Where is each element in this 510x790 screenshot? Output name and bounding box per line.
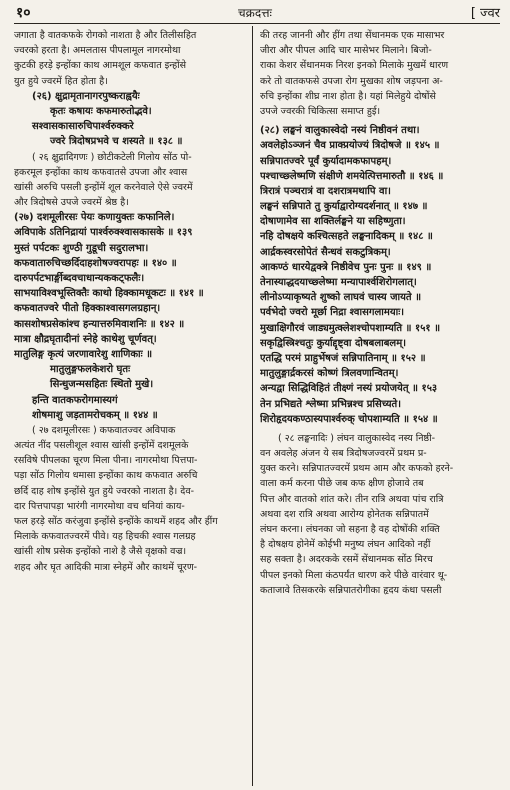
left-verse-line: कफवातारुचिच्छर्दिदाहशोषज्वरापहः ॥ १४० ॥ — [14, 257, 177, 269]
left-verse-line: मातुलिङ्ग कृत्यं जरणावारेशु शाणिकाः ॥ — [14, 348, 153, 360]
right-text-line: पित्त और वातको शांत करे। तीन रात्रि अथवा पांच रात्रि — [260, 493, 444, 505]
left-verse-line: मातुलुङ्गफलकेशरो घृतः — [50, 364, 131, 376]
right-text-line: की तरह जाननी और हींग तथा सेंधानमक एक मासाभर — [260, 30, 445, 41]
right-verse-line: त्रिरात्रं पञ्चरात्रं वा दशरात्रमथापि वा। — [260, 185, 391, 197]
right-verse-line: आकण्ठं धारयेद्वक्त्रे निष्ठीवेच पुनः पुनः ॥ १४९ ॥ — [260, 261, 432, 273]
right-text-line: उपजे ज्वरकी चिकित्सा समाप्त हुई। — [260, 105, 381, 117]
left-text-line: हकरमूल इन्होंका काथ कफवातसे उपजा और श्वास — [14, 166, 188, 178]
right-text-line: वन अवलेह अंजन ये सब त्रिदोषजज्वरमें प्रथम प्र- — [260, 448, 427, 460]
left-text-line: कुटकी हरड़े इन्होंका काथ आमशूल कफवात इन्होंसे — [14, 60, 187, 72]
right-text-line: कताजावे तिसकरके सन्निपातरोगीका हृदय कंधा पसली — [260, 584, 442, 596]
right-text-line: राका केशर सेंधानमक निरश इनको मिलाके मुखमें धारण — [260, 60, 449, 72]
left-verse-line: सिन्धुजन्मसहितः स्थितो मुखे। — [50, 379, 154, 391]
right-text-line: रुचि इन्होंका शीघ्र नाश होता है। यहां मिलेहुये दोषोंसे — [260, 90, 436, 102]
right-verse-line: तेनास्याद्धदयाच्छ्लेष्मा मन्यापार्श्वशिरोगलात्। — [260, 277, 417, 288]
left-text-line: अत्यंत नींद पसलीशूल श्वास खांसी इन्होंमें दशमूलके — [14, 440, 189, 452]
right-text-line: जीरा और पीपल आदि चार मासेभर मिलाने। बिजो- — [260, 45, 432, 57]
left-verse-line: कासशोषप्रसेकांश्च हन्यात्तरुमिवाशनिः ॥ १४२ ॥ — [14, 318, 185, 330]
left-text-line: रसविषे पीपलका चूरण मिला पीना। नागरमोथा पित्तपा- — [14, 455, 198, 467]
right-verse-line: अन्यद्वा सिद्धिविहितं तीक्ष्णं नस्यं प्रयोजयेत् ॥ १५३ — [260, 383, 438, 395]
right-verse-line: दोषाणामेव सा शक्तिर्लङ्घने या सहिष्णुता। — [260, 216, 406, 228]
left-text-line: शहद और घृत आदिकी मात्रा स्नेहमें और काथमें चूरण- — [14, 561, 198, 573]
section-label: [ ज्वर — [470, 6, 500, 21]
right-text-line: ( २८ लङ्घनादिः ) लंघन वालुकास्वेद नस्य निष्ठी- — [278, 432, 436, 444]
left-column — [14, 28, 246, 575]
left-text-line: ( २६ क्षुद्रादिगणः ) छोटीकटेली गिलोय सोंठ पो- — [32, 151, 192, 163]
left-verse-line: शोषमाशु जड़तामरोचकम् ॥ १४४ ॥ — [32, 409, 158, 421]
right-verse-line: सन्निपातज्वरे पूर्वं कुर्यादामकफापहम्। — [260, 155, 392, 167]
left-text-line: ज्वरको हरता है। अमलतास पीपलामूल नागरमोथा — [14, 45, 181, 57]
header-rule — [14, 23, 500, 24]
page-title: चक्रदत्तः — [238, 6, 272, 20]
right-verse-line: मातुलुङ्गार्द्रकरसं कोष्णं त्रिलवणान्वितम्। — [260, 368, 399, 380]
right-verse-line: शिरोहृदयकण्ठास्यपार्श्वरुक् चोपशाम्यति ॥ १५४ ॥ — [260, 413, 438, 425]
left-verse-line: साभयाविश्वभूस्तिक्तैः काथो हिक्कामधूकटः ॥ १४१ ॥ — [14, 288, 204, 300]
left-text-line: ( २७ दशमूलीरसः ) कफवातज्वर अविपाक — [32, 424, 176, 436]
page-header — [0, 0, 510, 24]
left-verse-line: हन्ति वातकफरोगमास्यगं — [32, 394, 118, 406]
left-text-line: और त्रिदोषसे उपजे ज्वरमें श्रेष्ठ है। — [14, 197, 129, 209]
right-text-line: युक्त करने। सन्निपातज्वरमें प्रथम आम और कफको हरने- — [260, 463, 454, 475]
right-verse-line: सकृद्विस्त्रिश्चतुः कुर्याद्दृष्ट्वा दोषबलाबलम्। — [260, 337, 406, 349]
left-verse-line: कफवातज्वरे पीतो हिक्काश्वासगलग्रहान्। — [14, 303, 161, 315]
right-text-line: अथवा दश रात्रि अथवा आरोग्य होनेतक सन्निपातमें — [260, 508, 429, 520]
right-verse-line: मुखाक्षिगौरवं जाड्यमुत्क्लेशश्चोपशाम्यति ॥ १५१ ॥ — [260, 322, 441, 334]
right-text-line: वाला कर्म करना पीछे जब कफ क्षीण होजावे तब — [260, 478, 424, 490]
column-divider — [252, 26, 253, 786]
right-verse-line: लङ्घनं सन्निपाते तु कुर्याद्वारोग्यदर्शनात् ॥ १४७ ॥ — [260, 201, 428, 213]
right-verse-line: एतद्धि परमं प्राहुर्भेषजं सन्निपातिनाम् ॥ १५२ ॥ — [260, 352, 426, 364]
left-text-line: फल हरड़े सोंठ करंजुवा इन्होंसे इन्होंके काथमें शहद और हींग — [14, 516, 218, 527]
left-text-line: खांसी अरुचि पसली इन्होंमें शूल करनेवाले ऐसे ज्वरमें — [14, 181, 193, 193]
left-text-line: छर्दि दाह शोष इन्होंसे युत हुये ज्वरको नाशता है। देव- — [14, 485, 195, 497]
right-verse-line: अवलेहोऽञ्जनं चैव प्राक्प्रयोज्यं त्रिदोषजे ॥ १४५ ॥ — [260, 140, 440, 152]
left-verse-line: सश्वासकासारुचिपार्श्वरुक्करे — [32, 121, 134, 133]
right-verse-line: तेन प्रभिद्यते श्लेष्मा प्रभिन्नश्च प्रसिच्यते। — [260, 398, 402, 410]
left-verse-line: मुस्तं पर्पटकः शुण्ठी गुडूची सदुरालभा। — [14, 242, 149, 254]
left-text-line: पड़ा सोंठ गिलोय धमासा इन्होंका काथ कफवात अरुचि — [14, 470, 198, 482]
left-text-line: दार पित्तपापड़ा भारंगी नागरमोथा वच धनियां काय- — [14, 500, 185, 512]
left-verse-line: (२६) क्षुद्रामृतानागरपुष्कराह्वयैः — [32, 90, 140, 102]
left-text-line: जगाता है वातकफके रोगको नाशता है और तिलीसहित — [14, 30, 197, 41]
right-verse-line: लीनोऽप्याकृष्यते शुष्को लाघवं चास्य जायते ॥ — [260, 292, 422, 304]
left-text-line: खांसी शोष प्रसेक इन्होंको नाशे है जैसे वृक्षको वज्र। — [14, 546, 187, 558]
left-verse-line: (२७) दशमूलीरसः पेयः कणायुक्तः कफानिले। — [14, 212, 175, 224]
right-verse-line: पश्चाच्छ्लेष्मणि संक्षीणे शमयेत्पित्तमारुतौ ॥ १४६ ॥ — [260, 170, 444, 182]
right-column — [260, 28, 500, 598]
page-number: १० — [16, 5, 31, 21]
right-text-line: है दोषक्षय होनेमें कोईभी मनुष्य लंघन आदिको नहीं — [260, 539, 431, 551]
left-text-line: मिलाके कफवातज्वरमें पीवे। यह हिचकी श्वास गलग्रह — [14, 531, 196, 543]
right-verse-line: पर्वभेदो ज्वरो मूर्छा निद्रा श्वासगलामयाः। — [260, 307, 405, 319]
left-verse-line: ज्वरे त्रिदोषप्रभवे च शस्यते ॥ १३८ ॥ — [50, 136, 183, 148]
right-text-line: पीपल इनको मिला कंठपर्यंत धारण करे पीछे वारंवार थू- — [260, 569, 448, 581]
left-verse-line: कृतः कषायः कफमारुतोद्भवे। — [50, 105, 152, 117]
right-verse-line: आर्द्रकस्वरसोपेतं सैन्धवं सकटुत्रिकम्। — [260, 246, 391, 258]
right-text-line: करे तो वातकफसे उपजा रोग मुखका शोष जड़पना अ- — [260, 75, 443, 87]
left-text-line: युत हुये ज्वरमें हित होता है। — [14, 75, 108, 87]
right-text-line: सह सक्ता है। अदरकके रसमें सेंधानमक सोंठ मिरच — [260, 554, 433, 566]
left-verse-line: मात्रा क्षौद्रघृतादीनां स्नेहे काथेशु चूर्णवत्। — [14, 333, 157, 345]
left-verse-line: अविपाके ऽतिनिद्रायां पार्श्वरुक्श्वासकासके ॥ १३९ — [14, 227, 193, 239]
left-verse-line: दारुपर्पटभार्ङ्गीब्दवचाधान्यककट्फलैः। — [14, 273, 145, 284]
right-verse-line: (२८) लङ्घनं वालुकास्वेदो नस्यं निष्ठीवनं तथा। — [260, 125, 420, 137]
right-verse-line: नहि दोषक्षये कश्चित्सहते लङ्घनादिकम् ॥ १४८ ॥ — [260, 231, 433, 243]
right-text-line: लंघन करना। लंघनका जो सहना है वह दोषोंकी शक्ति — [260, 524, 440, 535]
